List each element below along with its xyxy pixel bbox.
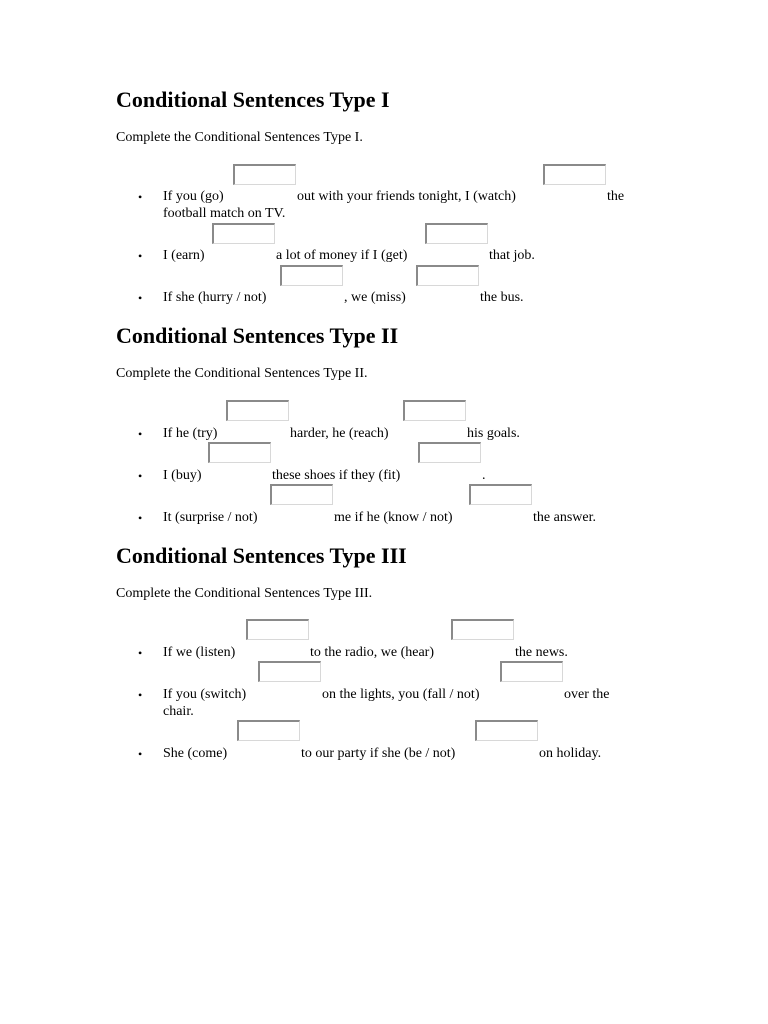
sentence-text: football match on TV. — [163, 206, 286, 221]
bullet-marker: • — [138, 190, 143, 204]
sentence-text: his goals. — [467, 426, 520, 441]
bullet-marker: • — [138, 688, 143, 702]
sentence-text: out with your friends tonight, I (watch) — [297, 189, 516, 204]
sentence-text: these shoes if they (fit) — [272, 468, 401, 483]
sentence-text: If you (switch) — [163, 687, 247, 702]
answer-input[interactable] — [270, 484, 333, 505]
section-title-type-3: Conditional Sentences Type III — [116, 543, 407, 568]
sentence-text: harder, he (reach) — [290, 426, 389, 441]
sentence-text: It (surprise / not) — [163, 510, 258, 525]
bullet-marker: • — [138, 427, 143, 441]
answer-input[interactable] — [237, 720, 300, 741]
answer-input[interactable] — [451, 619, 514, 640]
sentence-text: I (earn) — [163, 248, 205, 263]
answer-input[interactable] — [469, 484, 532, 505]
answer-input[interactable] — [233, 164, 296, 185]
answer-input[interactable] — [403, 400, 466, 421]
section-title-type-2: Conditional Sentences Type II — [116, 323, 399, 348]
sentence-text: the news. — [515, 645, 568, 660]
answer-input[interactable] — [212, 223, 275, 244]
bullet-marker: • — [138, 249, 143, 263]
bullet-marker: • — [138, 291, 143, 305]
sentence-text: If you (go) — [163, 189, 224, 204]
sentence-text: chair. — [163, 704, 194, 719]
section-instruction-type-1: Complete the Conditional Sentences Type I. — [116, 130, 363, 145]
answer-input[interactable] — [226, 400, 289, 421]
answer-input[interactable] — [280, 265, 343, 286]
sentence-text: , we (miss) — [344, 290, 406, 305]
sentence-text: me if he (know / not) — [334, 510, 453, 525]
answer-input[interactable] — [475, 720, 538, 741]
sentence-text: the — [607, 189, 625, 204]
sentence-text: the bus. — [480, 290, 524, 305]
bullet-marker: • — [138, 747, 143, 761]
sentence-text: on holiday. — [539, 746, 602, 761]
sentence-text: that job. — [489, 248, 535, 263]
answer-input[interactable] — [425, 223, 488, 244]
sentence-text: . — [482, 468, 486, 483]
sentence-text: I (buy) — [163, 468, 202, 483]
sentence-text: If we (listen) — [163, 645, 236, 660]
sentence-text: If he (try) — [163, 426, 218, 441]
section-instruction-type-2: Complete the Conditional Sentences Type II. — [116, 366, 368, 381]
answer-input[interactable] — [416, 265, 479, 286]
bullet-marker: • — [138, 646, 143, 660]
answer-input[interactable] — [246, 619, 309, 640]
sentence-text: on the lights, you (fall / not) — [322, 687, 480, 702]
section-title-type-1: Conditional Sentences Type I — [116, 87, 390, 112]
answer-input[interactable] — [543, 164, 606, 185]
answer-input[interactable] — [418, 442, 481, 463]
answer-input[interactable] — [500, 661, 563, 682]
answer-input[interactable] — [208, 442, 271, 463]
sentence-text: She (come) — [163, 746, 228, 761]
sentence-text: over the — [564, 687, 610, 702]
sentence-text: the answer. — [533, 510, 596, 525]
sentence-text: a lot of money if I (get) — [276, 248, 408, 263]
bullet-marker: • — [138, 469, 143, 483]
sentence-text: to the radio, we (hear) — [310, 645, 434, 660]
sentence-text: If she (hurry / not) — [163, 290, 267, 305]
section-instruction-type-3: Complete the Conditional Sentences Type III. — [116, 586, 373, 601]
answer-input[interactable] — [258, 661, 321, 682]
sentence-text: to our party if she (be / not) — [301, 746, 456, 761]
bullet-marker: • — [138, 511, 143, 525]
